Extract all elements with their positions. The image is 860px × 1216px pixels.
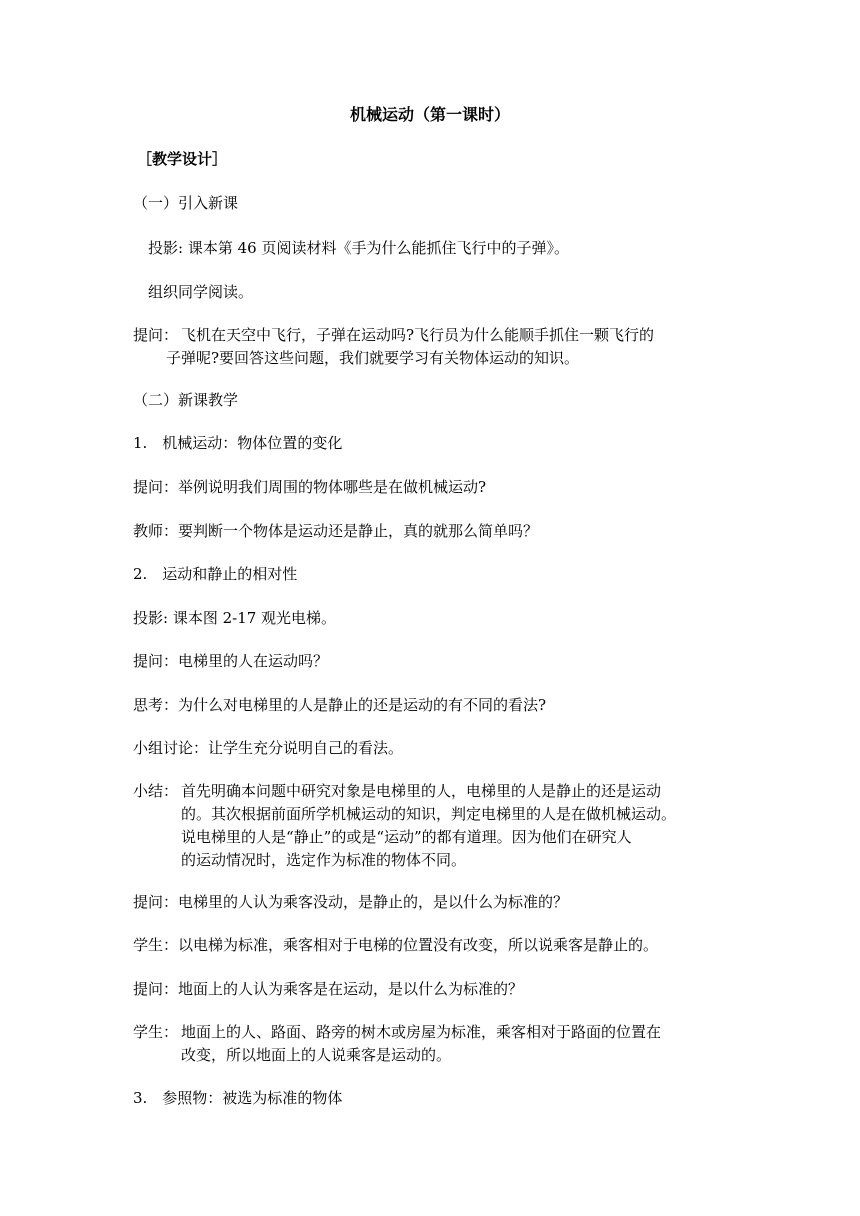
- student-text-line: 地面上的人、路面、路旁的树木或房屋为标准，乘客相对于路面的位置在: [181, 1023, 662, 1041]
- summary-label: 小结：: [133, 782, 179, 800]
- summary-text-line: 说电梯里的人是“静止”的或是“运动”的都有道理。因为他们在研究人: [181, 828, 632, 846]
- question-line: 提问：地面上的人认为乘客是在运动，是以什么为标准的？: [133, 980, 524, 998]
- item-heading: 2. 运动和静止的相对性: [133, 565, 298, 583]
- question-text-line: 子弹呢?要回答这些问题，我们就要学习有关物体运动的知识。: [166, 349, 580, 367]
- think-line: 思考：为什么对电梯里的人是静止的还是运动的有不同的看法?: [133, 696, 547, 714]
- section-heading-new: （二）新课教学: [133, 391, 239, 409]
- projection-line: 投影: 课本图 2-17 观光电梯。: [133, 609, 337, 627]
- student-text-line: 改变，所以地面上的人说乘客是运动的。: [181, 1046, 452, 1064]
- student-label: 学生：: [133, 1023, 179, 1041]
- student-line: 学生：以电梯为标准，乘客相对于电梯的位置没有改变，所以说乘客是静止的。: [133, 936, 659, 954]
- item-heading: 1. 机械运动：物体位置的变化: [133, 434, 343, 452]
- summary-text-line: 的。其次根据前面所学机械运动的知识，判定电梯里的人是在做机械运动。: [181, 805, 677, 823]
- question-line: 提问：电梯里的人在运动吗？: [133, 652, 329, 670]
- question-label: 提问：: [133, 326, 179, 344]
- organize-line: 组织同学阅读。: [148, 283, 254, 301]
- summary-text-line: 首先明确本问题中研究对象是电梯里的人，电梯里的人是静止的还是运动: [181, 782, 662, 800]
- group-discussion-line: 小组讨论：让学生充分说明自己的看法。: [133, 739, 404, 757]
- teacher-line: 教师：要判断一个物体是运动还是静止，真的就那么简单吗？: [133, 522, 539, 540]
- question-text-line: 飞机在天空中飞行，子弹在运动吗?飞行员为什么能顺手抓住一颗飞行的: [181, 326, 655, 344]
- item-heading: 3. 参照物：被选为标准的物体: [133, 1089, 343, 1107]
- section-heading-intro: （一）引入新课: [133, 194, 239, 212]
- design-header: ［教学设计］: [137, 150, 228, 168]
- question-line: 提问：电梯里的人认为乘客没动，是静止的，是以什么为标准的？: [133, 893, 569, 911]
- projection-line: 投影: 课本第 46 页阅读材料《手为什么能抓住飞行中的子弹》。: [148, 239, 569, 257]
- page-title: 机械运动（第一课时）: [349, 105, 510, 124]
- question-line: 提问：举例说明我们周围的物体哪些是在做机械运动?: [133, 478, 487, 496]
- summary-text-line: 的运动情况时，选定作为标准的物体不同。: [181, 851, 467, 869]
